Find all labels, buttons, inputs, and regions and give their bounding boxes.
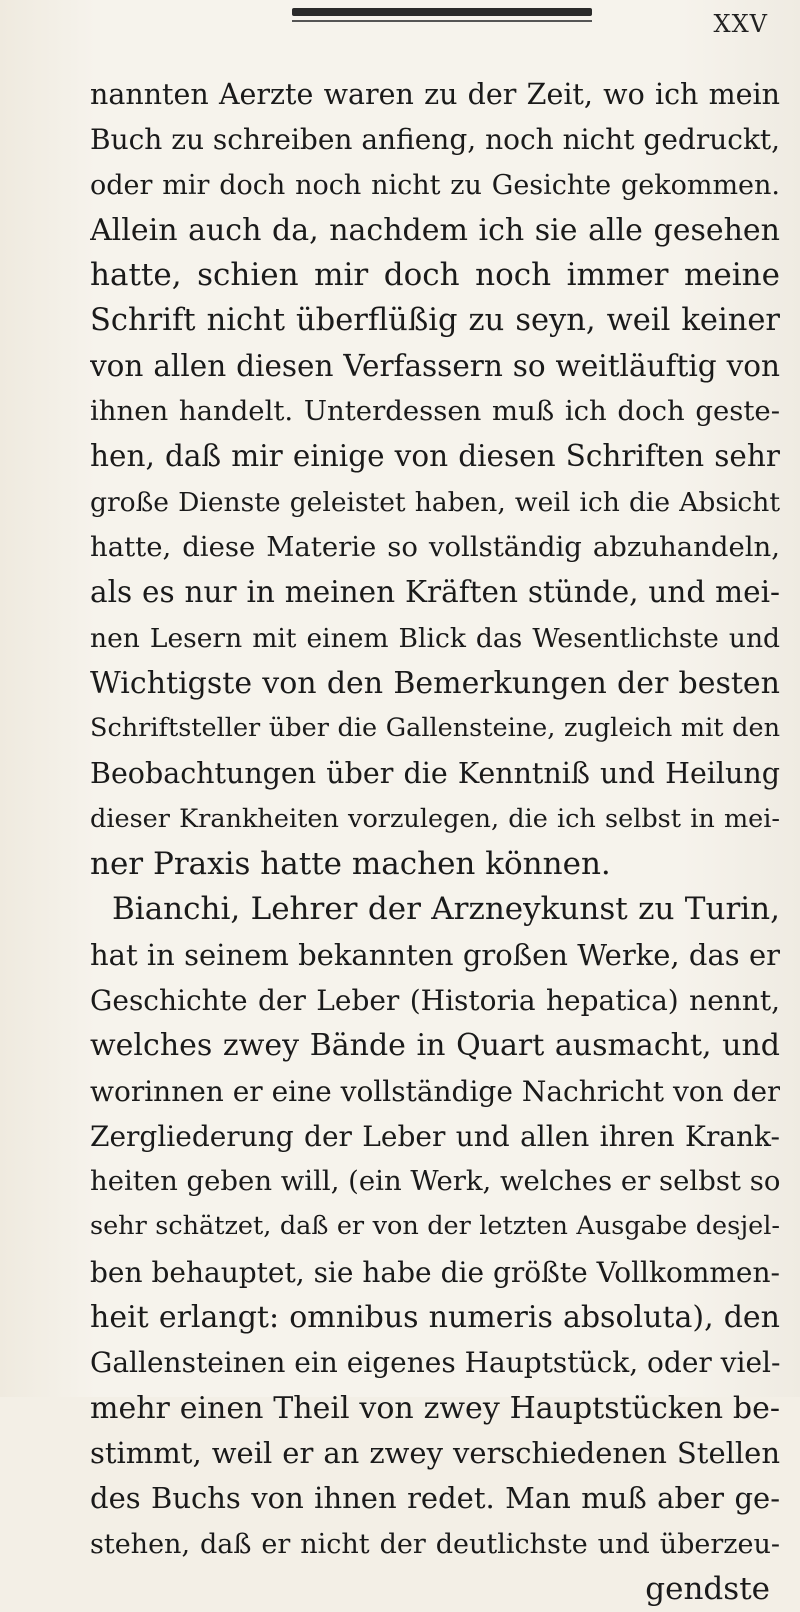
paragraph-end-line: ner Praxis hatte machen können. bbox=[90, 846, 611, 883]
text-line: Schrift nicht überflüßig zu seyn, weil keiner bbox=[90, 303, 780, 339]
text-line: Geschichte der Leber (Historia hepatica) nennt, bbox=[90, 983, 780, 1017]
text-line: Buch zu schreiben anfieng, noch nicht gedruckt, bbox=[90, 123, 780, 157]
text-line: ben behauptet, sie habe die größte Vollkommen- bbox=[90, 1255, 780, 1289]
text-line: hen, daß mir einige von diesen Schriften sehr bbox=[90, 439, 780, 474]
text-line: als es nur in meinen Kräften stünde, und mei- bbox=[90, 575, 780, 610]
text-line: hatte, schien mir doch noch immer meine bbox=[90, 257, 780, 294]
text-line: worinnen er eine vollständige Nachricht von der bbox=[90, 1074, 780, 1108]
text-line: Wichtigste von den Bemerkungen der besten bbox=[90, 665, 780, 701]
text-line: welches zwey Bände in Quart ausmacht, und bbox=[90, 1028, 780, 1064]
header-rule bbox=[292, 8, 592, 16]
text-line: dieser Krankheiten vorzulegen, die ich selbst in mei- bbox=[90, 803, 780, 834]
text-line: ihnen handelt. Unterdessen muß ich doch geste- bbox=[90, 395, 780, 428]
text-line: Zergliederung der Leber und allen ihren Krank- bbox=[90, 1119, 780, 1153]
text-line: große Dienste geleistet haben, weil ich die Absicht bbox=[90, 486, 780, 518]
text-line: nannten Aerzte waren zu der Zeit, wo ich mein bbox=[90, 78, 780, 111]
page-number: XXV bbox=[713, 10, 768, 38]
text-line: sehr schätzet, daß er von der letzten Ausgabe desjel- bbox=[90, 1211, 780, 1242]
text-line: Allein auch da, nachdem ich sie alle gesehen bbox=[90, 212, 780, 248]
text-line: hatte, diese Materie so vollständig abzuhandeln, bbox=[90, 530, 780, 563]
text-line: stimmt, weil er an zwey verschiedenen Stellen bbox=[90, 1435, 780, 1470]
text-line: Beobachtungen über die Kenntniß und Heilung bbox=[90, 757, 780, 791]
body-text bbox=[90, 72, 780, 1612]
text-line: mehr einen Theil von zwey Hauptstücken be- bbox=[90, 1390, 780, 1426]
text-line: heiten geben will, (ein Werk, welches er selbst so bbox=[90, 1165, 780, 1198]
text-line: oder mir doch noch nicht zu Gesichte gekommen. bbox=[90, 169, 780, 201]
text-line: stehen, daß er nicht der deutlichste und überzeu- bbox=[90, 1528, 780, 1560]
text-line: nen Lesern mit einem Blick das Wesentlichste und bbox=[90, 622, 780, 654]
catchword: gendste bbox=[645, 1570, 770, 1607]
text-line: des Buchs von ihnen redet. Man muß aber ge- bbox=[90, 1481, 780, 1516]
text-line: von allen diesen Verfassern so weitläuftig von bbox=[90, 348, 780, 383]
text-line: heit erlangt: omnibus numeris absoluta), den bbox=[90, 1300, 780, 1336]
text-line: hat in seinem bekannten großen Werke, das er bbox=[90, 937, 780, 972]
paragraph-start-line: Bianchi, Lehrer der Arzneykunst zu Turin, bbox=[112, 891, 780, 928]
text-line: Schriftsteller über die Gallensteine, zugleich mit den bbox=[90, 713, 780, 744]
text-line: Gallensteinen ein eigenes Hauptstück, oder viel- bbox=[90, 1346, 780, 1380]
